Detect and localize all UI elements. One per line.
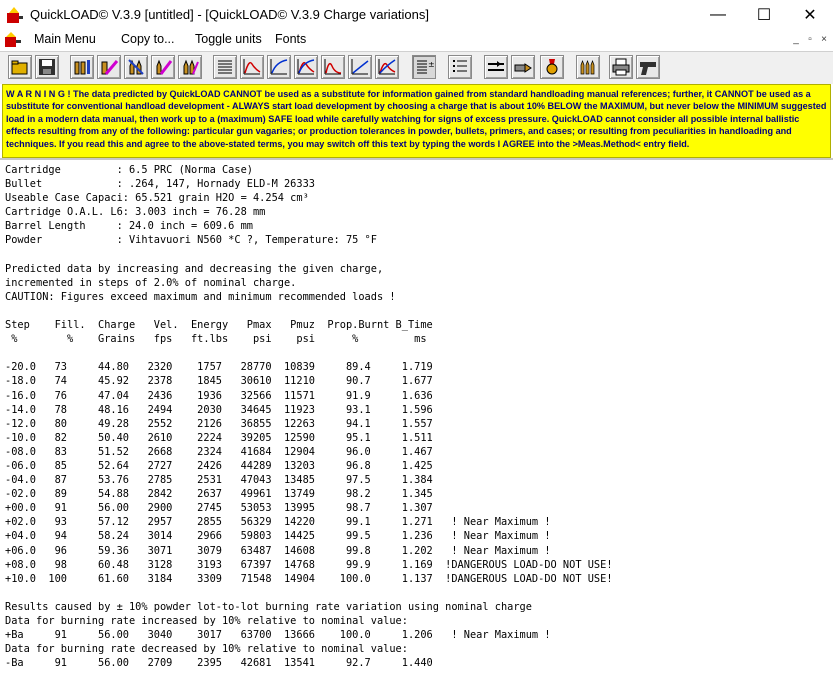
bullet-edit-icon[interactable]	[151, 55, 175, 79]
save-disk-icon[interactable]	[35, 55, 59, 79]
child-close-button[interactable]: ×	[821, 34, 827, 45]
pressure-curve-icon[interactable]	[240, 55, 264, 79]
report-line: Cartridge O.A.L. L6: 3.003 inch = 76.28 mm	[5, 206, 266, 219]
charge-variations-report[interactable]	[5, 163, 831, 687]
report-line: -20.0 73 44.80 2320 1757 28770 10839 89.4 1.719	[5, 361, 433, 374]
report-line: incremented in steps of 2.0% of nominal charge.	[5, 276, 297, 289]
pistol-icon[interactable]	[636, 55, 660, 79]
medal-icon[interactable]	[540, 55, 564, 79]
powder-edit-icon[interactable]	[178, 55, 202, 79]
quickload-app-icon[interactable]	[6, 6, 24, 24]
energy-curve-icon[interactable]	[321, 55, 345, 79]
warning-banner: W A R N I N G ! The data predicted by QuickLOAD CANNOT be used as a substitute for information gained from standard handloading manual references; further, it CANNOT be used as a substitute for conventional handload development - ALWAYS start load development by choosing a charge that is about 10% BELOW the MAXIMUM, but never below the MINIMUM suggested load in a modern data manual, then work up to a (maximum) SAFE load while carefully watching for signs of excess pressure. QuickLOAD cannot consider all possible internal ballistic effects resulting from any of the following: particular gun vagaries; or production tolerances in powder, bullets, primers, and cases; or resulting from peculiarities in handloading and techniques. If you read this and agree to the above-stated terms, you may switch off this text by typing the words I AGREE into the >Meas.Method< entry field.	[2, 84, 831, 158]
child-minimize-button[interactable]: _	[793, 34, 799, 45]
jump-icon[interactable]	[511, 55, 535, 79]
child-restore-button[interactable]: ▫	[808, 34, 812, 45]
charge-table-icon[interactable]	[412, 55, 436, 79]
minimize-button[interactable]: —	[710, 6, 726, 23]
document-icon[interactable]	[4, 32, 22, 48]
report-line: Data for burning rate increased by 10% relative to nominal value:	[5, 615, 408, 627]
report-line: Barrel Length : 24.0 inch = 609.6 mm	[5, 220, 253, 233]
menu-bar	[0, 30, 833, 50]
cartridge-database-icon[interactable]	[70, 55, 94, 79]
pressure-velocity-curve-icon[interactable]	[294, 55, 318, 79]
title-bar	[0, 0, 833, 30]
report-line: -02.0 89 54.88 2842 2637 49961 13749 98.2 1.345	[5, 488, 433, 501]
report-line: -12.0 80 49.28 2552 2126 36855 12263 94.1 1.557	[5, 417, 433, 430]
report-line: Results caused by ± 10% powder lot-to-lot burning rate variation using nominal charge	[5, 600, 532, 613]
report-line: +Ba 91 56.00 3040 3017 63700 13666 100.0 1.206 ! Near Maximum !	[5, 629, 551, 642]
printer-icon[interactable]	[609, 55, 633, 79]
report-line: Cartridge : 6.5 PRC (Norma Case)	[5, 164, 253, 176]
report-line: +04.0 94 58.24 3014 2966 59803 14425 99.5 1.236 ! Near Maximum !	[5, 530, 551, 543]
barrel-icon[interactable]	[484, 55, 508, 79]
report-line: Step Fill. Charge Vel. Energy Pmax Pmuz Prop.Burnt B_Time	[5, 319, 433, 332]
report-line: Predicted data by increasing and decreasing the given charge,	[5, 262, 384, 275]
report-line: CAUTION: Figures exceed maximum and minimum recommended loads !	[5, 290, 396, 303]
svg-text:±: ±	[428, 60, 435, 69]
window-title: QuickLOAD© V.3.9 [untitled] - [QuickLOAD© V.3.9 Charge variations]	[30, 7, 429, 22]
combined-curve-icon[interactable]	[375, 55, 399, 79]
report-line: +02.0 93 57.12 2957 2855 56329 14220 99.1 1.271 ! Near Maximum !	[5, 516, 551, 529]
cartridges-icon[interactable]	[576, 55, 600, 79]
report-line: Data for burning rate decreased by 10% relative to nominal value:	[5, 643, 408, 656]
report-line: Powder : Vihtavuori N560 *C ?, Temperature: 75 °F	[5, 234, 377, 247]
report-line: -16.0 76 47.04 2436 1936 32566 11571 91.9 1.636	[5, 389, 433, 402]
report-line: -18.0 74 45.92 2378 1845 30610 11210 90.7 1.677	[5, 375, 433, 388]
toolbar	[0, 51, 833, 84]
list-icon[interactable]	[448, 55, 472, 79]
report-line: +10.0 100 61.60 3184 3309 71548 14904 100.0 1.137 !DANGEROUS LOAD-DO NOT USE!	[5, 572, 613, 585]
divider	[0, 158, 833, 160]
open-folder-icon[interactable]	[8, 55, 32, 79]
report-line: +08.0 98 60.48 3128 3193 67397 14768 99.9 1.169 !DANGEROUS LOAD-DO NOT USE!	[5, 558, 613, 571]
report-line: +06.0 96 59.36 3071 3079 63487 14608 99.8 1.202 ! Near Maximum !	[5, 544, 551, 557]
report-line: -04.0 87 53.76 2785 2531 47043 13485 97.5 1.384	[5, 474, 433, 487]
report-line: Bullet : .264, 147, Hornady ELD-M 26333	[5, 178, 315, 191]
menu-main-menu[interactable]: Main Menu	[34, 32, 96, 46]
report-line	[5, 248, 831, 262]
report-line	[5, 346, 831, 360]
menu-toggle-units[interactable]: Toggle units	[195, 32, 262, 46]
report-line: -06.0 85 52.64 2727 2426 44289 13203 96.8 1.425	[5, 459, 433, 472]
menu-copy-to[interactable]: Copy to...	[121, 32, 175, 46]
maximize-button[interactable]: ☐	[756, 7, 772, 24]
table-icon[interactable]	[213, 55, 237, 79]
report-line: +00.0 91 56.00 2900 2745 53053 13995 98.7 1.307	[5, 502, 433, 515]
report-line: -10.0 82 50.40 2610 2224 39205 12590 95.1 1.511	[5, 431, 433, 444]
close-button[interactable]: ✕	[803, 7, 817, 24]
bullet-database-icon[interactable]	[124, 55, 148, 79]
cartridge-edit-icon[interactable]	[97, 55, 121, 79]
report-line: -Ba 91 56.00 2709 2395 42681 13541 92.7 1.440	[5, 657, 433, 670]
report-line: -14.0 78 48.16 2494 2030 34645 11923 93.1 1.596	[5, 403, 433, 416]
report-line	[5, 586, 831, 600]
menu-fonts[interactable]: Fonts	[275, 32, 307, 46]
velocity-curve-icon[interactable]	[267, 55, 291, 79]
report-line: Useable Case Capaci: 65.521 grain H2O = 4.254 cm³	[5, 192, 309, 205]
report-line: -08.0 83 51.52 2668 2324 41684 12904 96.0 1.467	[5, 445, 433, 458]
report-line	[5, 304, 831, 318]
burnt-curve-icon[interactable]	[348, 55, 372, 79]
report-line: % % Grains fps ft.lbs psi psi % ms	[5, 333, 427, 346]
